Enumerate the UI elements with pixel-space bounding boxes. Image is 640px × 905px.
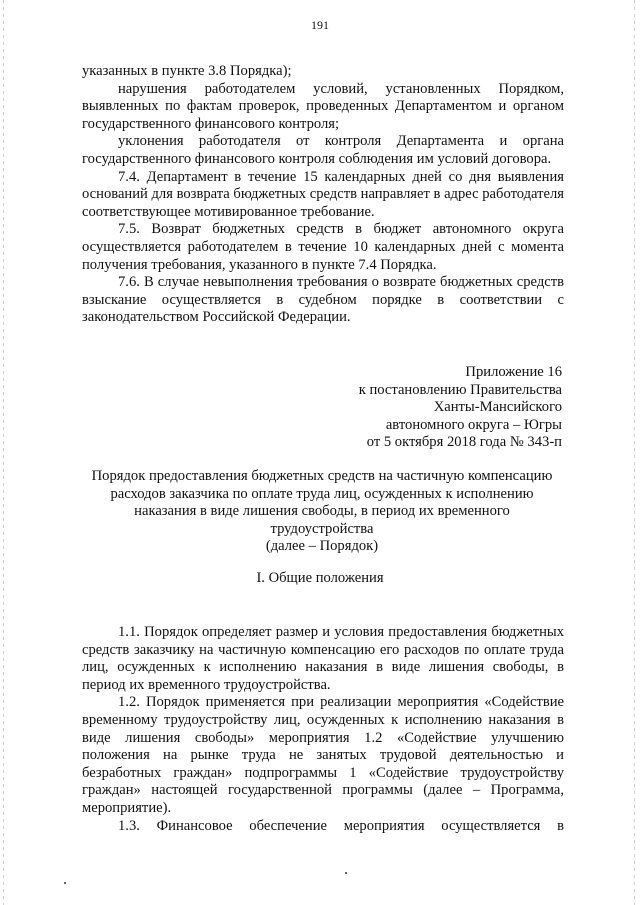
scan-speck — [64, 882, 66, 884]
appendix-line: Ханты-Мансийского — [433, 399, 562, 416]
top-text-block — [82, 63, 564, 327]
title-line: Порядок предоставления бюджетных средств на частичную компенсацию — [91, 468, 553, 484]
title-line: наказания в виде лишения свободы, в период их временного — [134, 503, 510, 520]
paragraph: 7.4. Департамент в течение 15 календарных дней со дня выявления оснований для возврата бюджетных средств направляет в адрес работодателя соответствующее мотивированное требование. — [82, 168, 564, 220]
paragraph: 1.3. Финансовое обеспечение мероприятия осуществляется в — [118, 817, 564, 834]
appendix-line: автономного округа – Югры — [385, 416, 562, 433]
appendix-line: Приложение 16 — [465, 364, 562, 380]
appendix-line: к постановлению Правительства — [358, 381, 562, 398]
paragraph: уклонения работодателя от контроля Департамента и органа государственного финансового контроля соблюдения им условий договора. — [82, 133, 564, 167]
scan-left-edge — [3, 0, 4, 905]
scan-right-edge — [634, 0, 635, 905]
bottom-text-block — [82, 624, 564, 835]
paragraph: 1.2. Порядок применяется при реализации мероприятия «Содействие временному трудоустройству лиц, осужденных к исполнению наказания в виде лишения свободы» мероприятия 1.2 «Содействие улучшению положения на рынке труда не занятых трудовой деятельностью и безработных граждан» подпрограммы 1 «Содействие трудоустройству граждан» настоящей государственной программы (далее – Программа, мероприятие). — [82, 694, 564, 816]
scan-speck — [345, 872, 347, 874]
title-line: (далее – Порядок) — [265, 538, 379, 555]
paragraph: 1.1. Порядок определяет размер и условия предоставления бюджетных средств заказчику на частичную компенсацию его расходов по оплате труда лиц, осужденных к исполнению наказания в виде лишения свободы, в период их временного трудоустройства. — [82, 624, 564, 693]
paragraph: нарушения работодателем условий, установленных Порядком, выявленных по фактам проверок, проведенных Департаментом и органом государственного финансового контроля; — [82, 80, 564, 132]
paragraph: указанных в пункте 3.8 Порядка); — [82, 63, 292, 79]
appendix-line: от 5 октября 2018 года № 343-п — [366, 434, 562, 451]
section-heading: I. Общие положения — [256, 570, 384, 586]
appendix-reference — [359, 364, 562, 452]
title-line: трудоустройства — [270, 520, 374, 537]
paragraph: 7.6. В случае невыполнения требования о возврате бюджетных средств взыскание осуществляется в судебном порядке в соответствии с законодательством Российской Федерации. — [82, 274, 564, 326]
paragraph: 7.5. Возврат бюджетных средств в бюджет автономного округа осуществляется работодателем в течение 10 календарных дней с момента получения требования, указанного в пункте 7.4 Порядка. — [82, 221, 564, 273]
page-number: 191 — [311, 18, 329, 32]
title-line: расходов заказчика по оплате труда лиц, осужденных к исполнению — [110, 485, 534, 502]
document-title — [80, 468, 564, 556]
